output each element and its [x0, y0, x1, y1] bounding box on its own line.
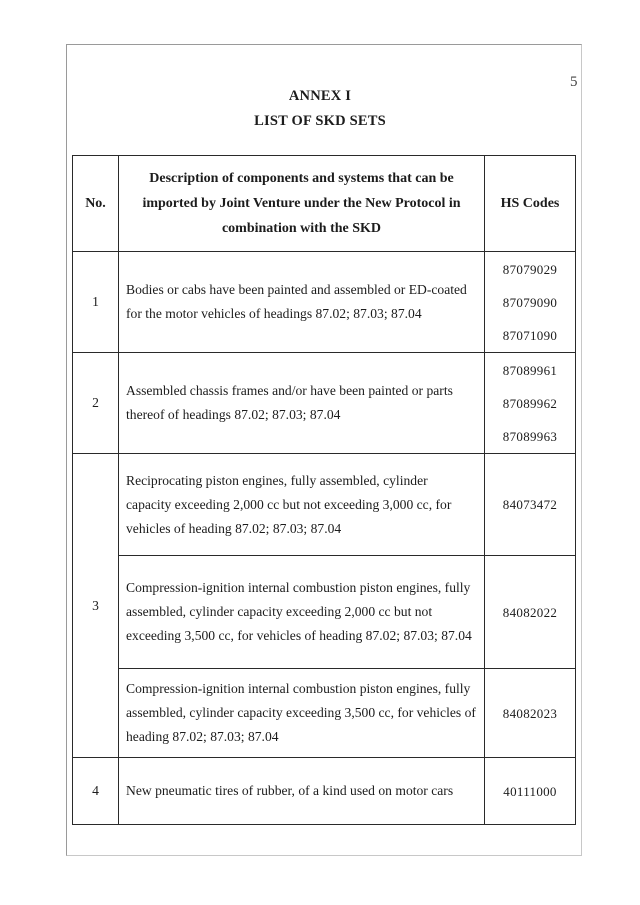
- row-description: Compression-ignition internal combustion piston engines, fully assembled, cylinder capacity exceeding 3,500 cc, for vehicles of heading 87.02; 87.03; 87.04: [119, 669, 485, 758]
- hs-code: 84073472: [502, 497, 558, 512]
- row-hs-codes: [485, 758, 576, 825]
- table-row: [73, 252, 576, 353]
- row-hs-codes: [485, 669, 576, 758]
- hs-code: 87089962: [502, 395, 558, 411]
- annex-title: ANNEX I: [288, 88, 352, 104]
- header-no: No.: [73, 156, 119, 252]
- row-description: Compression-ignition internal combustion piston engines, fully assembled, cylinder capacity exceeding 2,000 cc but not exceeding 3,500 cc, for vehicles of heading 87.02; 87.03; 87.04: [119, 556, 485, 669]
- hs-code: 87079029: [502, 261, 558, 277]
- row-hs-codes: [485, 556, 576, 669]
- table-row: [73, 353, 576, 454]
- row-hs-codes: [485, 353, 576, 454]
- row-description: Bodies or cabs have been painted and assembled or ED-coated for the motor vehicles of headings 87.02; 87.03; 87.04: [119, 252, 485, 353]
- table-row: [73, 669, 576, 758]
- row-number: 1: [73, 252, 119, 353]
- row-number: 3: [73, 454, 119, 758]
- table-row: [73, 758, 576, 825]
- row-description: Reciprocating piston engines, fully assembled, cylinder capacity exceeding 2,000 cc but not exceeding 3,000 cc, for vehicles of heading 87.02; 87.03; 87.04: [119, 454, 485, 556]
- row-number: 4: [73, 758, 119, 825]
- table-header-row: [73, 156, 576, 252]
- row-description: Assembled chassis frames and/or have been painted or parts thereof of headings 87.02; 87.03; 87.04: [119, 353, 485, 454]
- row-hs-codes: [485, 454, 576, 556]
- header-hs-codes: HS Codes: [485, 156, 576, 252]
- row-description: New pneumatic tires of rubber, of a kind used on motor cars: [119, 758, 485, 825]
- row-hs-codes: [485, 252, 576, 353]
- list-title: LIST OF SKD SETS: [254, 113, 386, 129]
- table-row: [73, 454, 576, 556]
- hs-code: 87071090: [502, 327, 558, 343]
- hs-code: 84082022: [502, 604, 558, 620]
- hs-code: 87089963: [502, 428, 558, 444]
- hs-code: 84082023: [502, 705, 558, 721]
- hs-code: 40111000: [503, 783, 557, 799]
- hs-code: 87079090: [502, 294, 558, 310]
- hs-code: 87089961: [502, 362, 558, 378]
- header-description: Description of components and systems that can be imported by Joint Venture under the New Protocol in combination with the SKD: [119, 156, 485, 252]
- page-number: 5: [570, 74, 578, 90]
- table-row: [73, 556, 576, 669]
- skd-sets-table: [72, 155, 576, 825]
- row-number: 2: [73, 353, 119, 454]
